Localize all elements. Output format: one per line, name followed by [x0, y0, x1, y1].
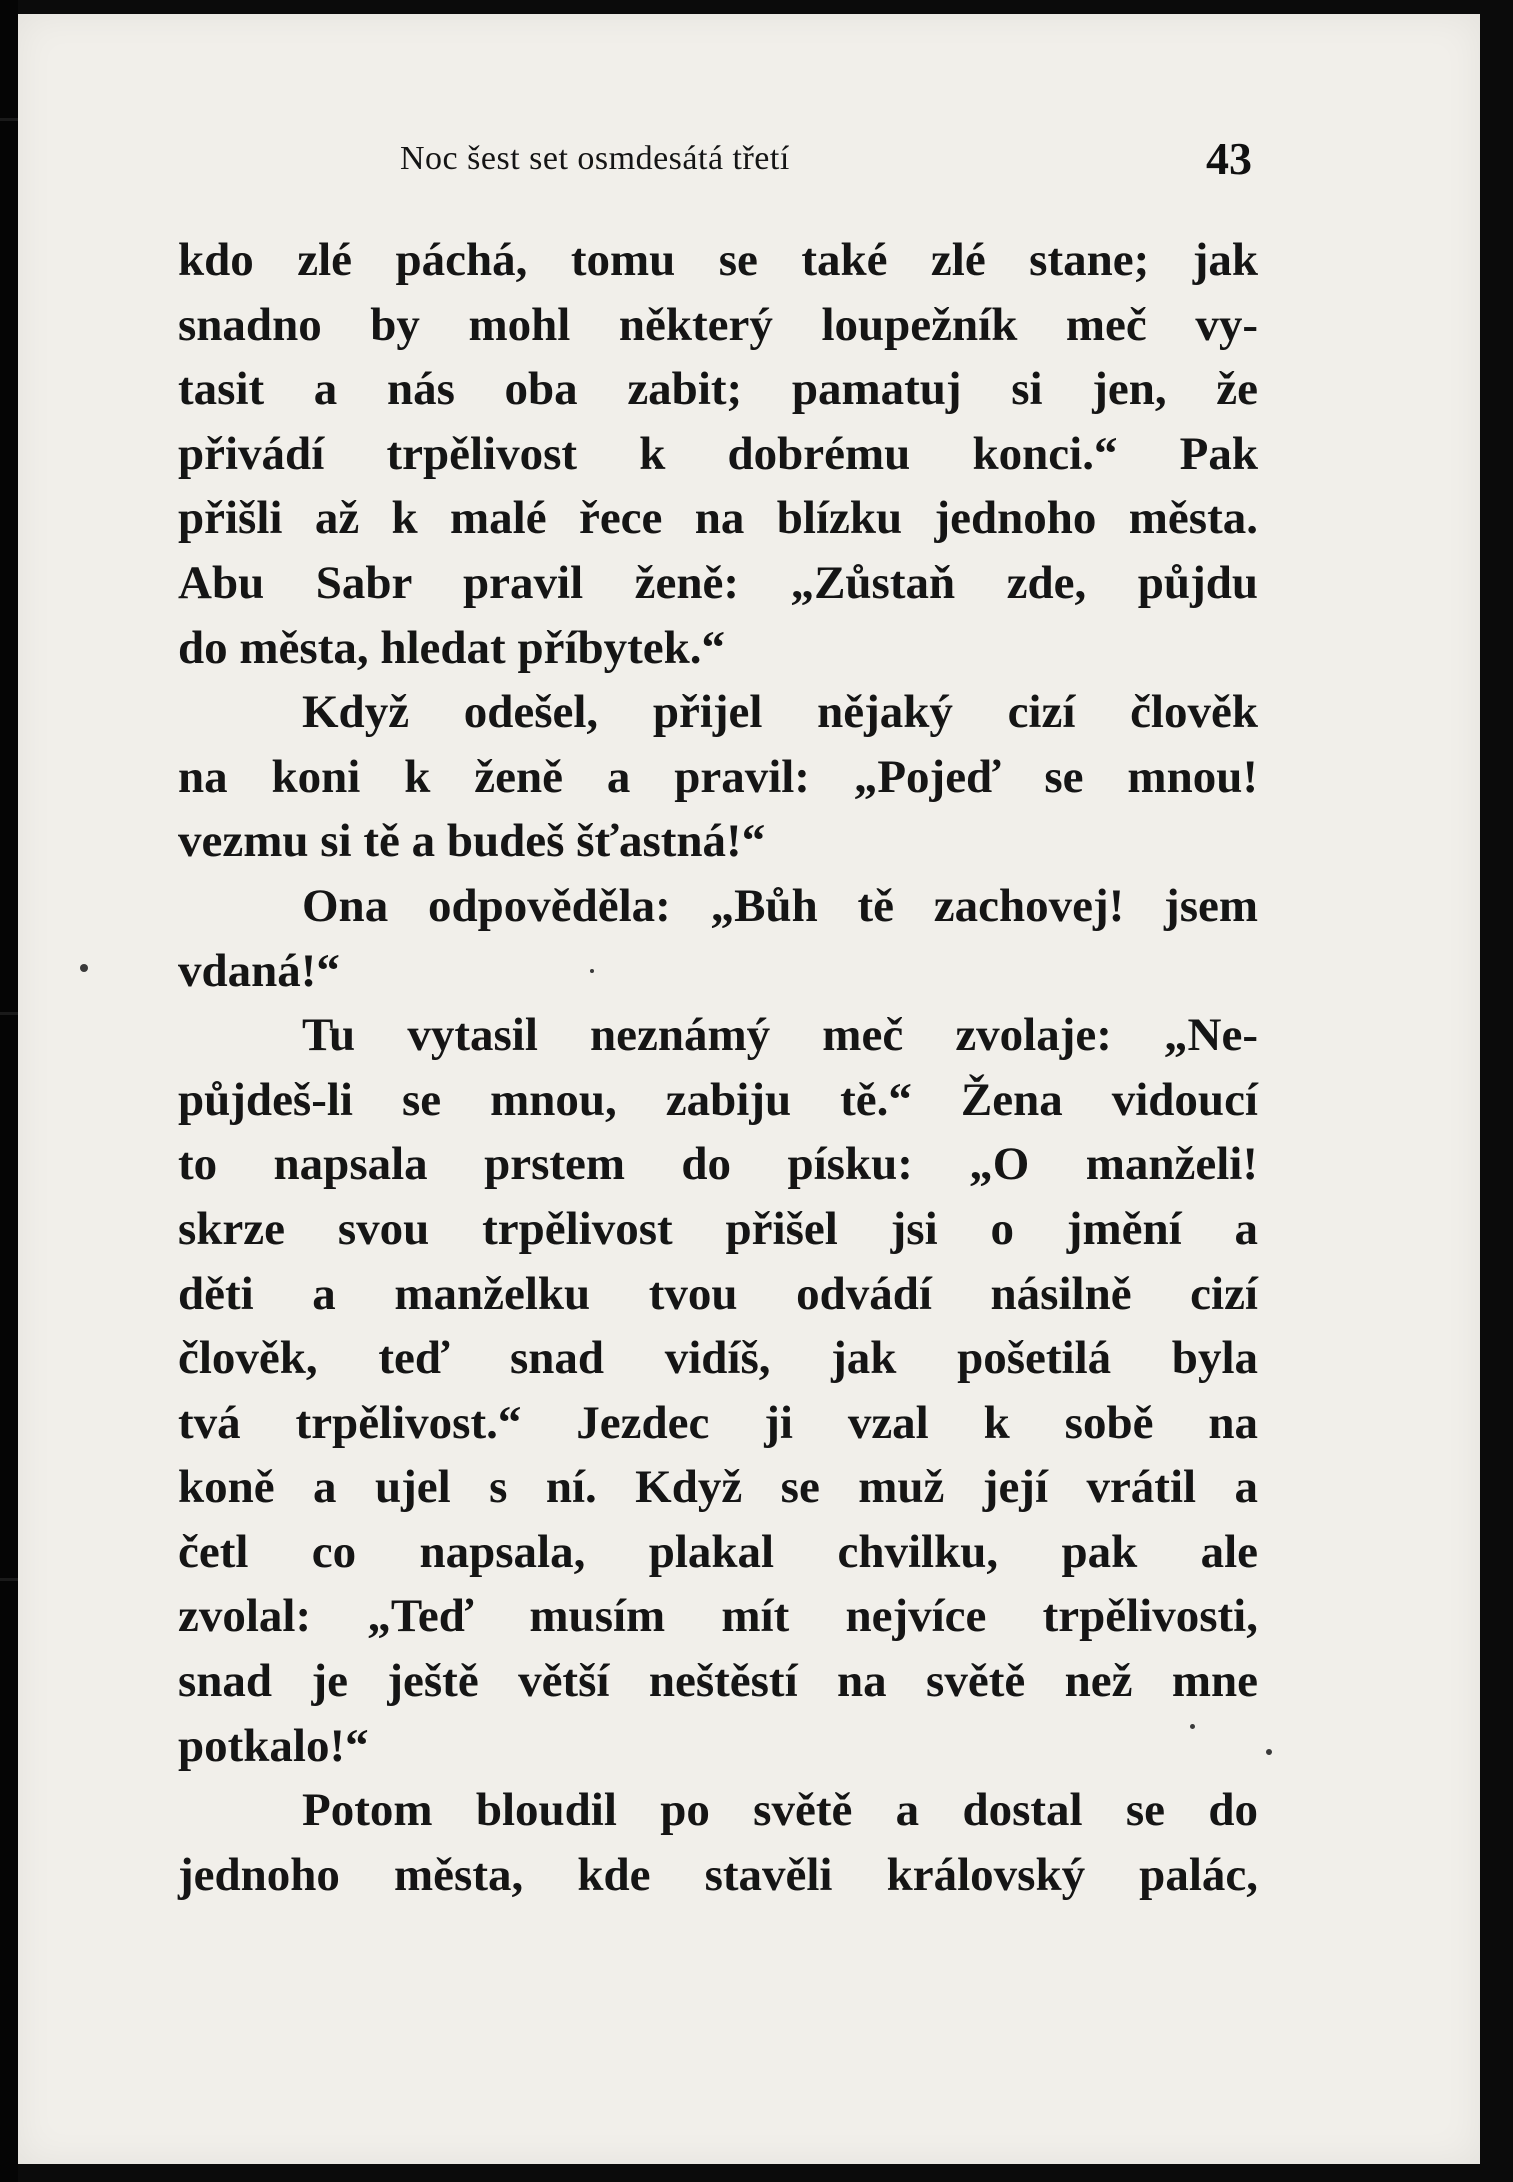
body-text — [178, 228, 1258, 1907]
text-line: Potom bloudil po světě a dostal se do — [302, 1784, 1258, 1837]
text-line: snad je ještě větší neštěstí na světě než mne — [178, 1655, 1258, 1708]
text-line: Když odešel, přijel nějaký cizí člověk — [302, 686, 1258, 739]
text-line: to napsala prstem do písku: „O manželi! — [178, 1138, 1258, 1191]
paper-speck — [1266, 1749, 1272, 1755]
text-line: člověk, teď snad vidíš, jak pošetilá byla — [178, 1332, 1258, 1385]
text-line: koně a ujel s ní. Když se muž její vrátil a — [178, 1461, 1258, 1514]
text-line: děti a manželku tvou odvádí násilně cizí — [178, 1267, 1258, 1320]
text-line: do města, hledat příbytek.“ — [178, 621, 726, 674]
text-line: četl co napsala, plakal chvilku, pak ale — [178, 1525, 1258, 1578]
text-line: přivádí trpělivost k dobrému konci.“ Pak — [178, 427, 1258, 480]
text-line: vdaná!“ — [178, 944, 340, 997]
text-line: skrze svou trpělivost přišel jsi o jmění a — [178, 1202, 1258, 1255]
text-line: zvolal: „Teď musím mít nejvíce trpělivosti, — [178, 1590, 1258, 1643]
text-line: potkalo!“ — [178, 1719, 369, 1772]
text-line: na koni k ženě a pravil: „Pojeď se mnou! — [178, 750, 1258, 803]
text-line: jednoho města, kde stavěli královský palác, — [178, 1848, 1258, 1901]
text-line: Abu Sabr pravil ženě: „Zůstaň zde, půjdu — [178, 556, 1258, 609]
paper-speck — [80, 964, 88, 972]
text-line: vezmu si tě a budeš šťastná!“ — [178, 815, 766, 868]
text-line: Tu vytasil neznámý meč zvolaje: „Ne- — [302, 1009, 1258, 1062]
text-line: kdo zlé páchá, tomu se také zlé stane; jak — [178, 234, 1258, 286]
text-line: půjdeš-li se mnou, zabiju tě.“ Žena vidoucí — [178, 1073, 1258, 1126]
text-line: snadno by mohl některý loupežník meč vy- — [178, 298, 1258, 351]
text-line: tvá trpělivost.“ Jezdec ji vzal k sobě na — [178, 1396, 1258, 1449]
book-binding-edge — [0, 0, 18, 2182]
text-line: tasit a nás oba zabit; pamatuj si jen, že — [178, 363, 1258, 416]
page-header — [400, 133, 1260, 190]
text-line: Ona odpověděla: „Bůh tě zachovej! jsem — [302, 879, 1258, 932]
running-head: Noc šest set osmdesátá třetí — [400, 140, 790, 177]
text-line: přišli až k malé řece na blízku jednoho města. — [178, 492, 1258, 545]
page-number: 43 — [1206, 133, 1252, 184]
